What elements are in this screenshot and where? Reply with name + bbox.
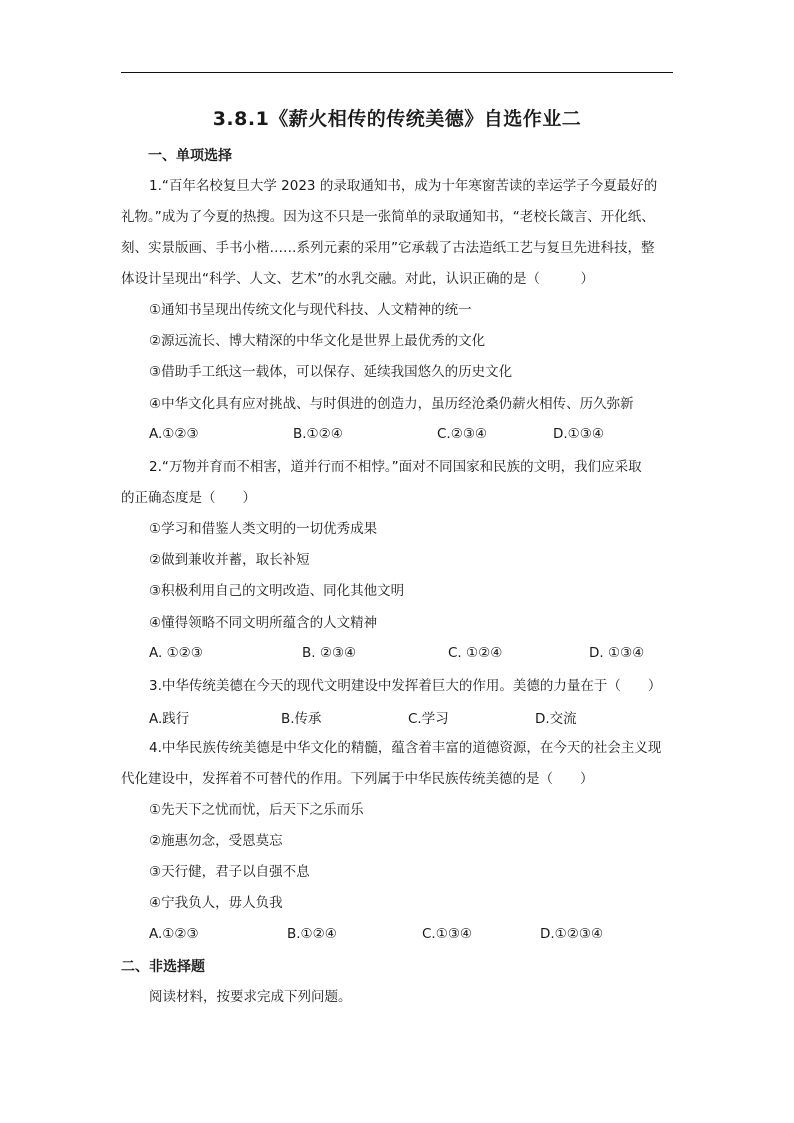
- q1-option-c[interactable]: C.②③④: [437, 426, 488, 442]
- q1-option-b[interactable]: B.①②④: [293, 426, 343, 442]
- q2-option-d[interactable]: D. ①③④: [589, 645, 645, 661]
- header-rule: [121, 72, 673, 73]
- q1-item-4: ④中华文化具有应对挑战、与时俱进的创造力，虽历经沧桑仍薪火相传、历久弥新: [149, 396, 634, 412]
- q1-line-4: 体设计呈现出“科学、人文、艺术”的水乳交融。对此，认识正确的是（ ）: [121, 271, 594, 287]
- q3-option-a[interactable]: A.践行: [149, 711, 190, 727]
- q3-option-d[interactable]: D.交流: [535, 711, 577, 727]
- q1-item-3: ③借助手工纸这一载体，可以保存、延续我国悠久的历史文化: [149, 364, 513, 380]
- q1-line-1: 1.“百年名校复旦大学 2023 的录取通知书，成为十年寒窗苦读的幸运学子今夏最好的: [149, 178, 658, 194]
- q1-option-a[interactable]: A.①②③: [149, 426, 199, 442]
- reading-instruction: 阅读材料，按要求完成下列问题。: [149, 989, 352, 1005]
- q2-item-1: ①学习和借鉴人类文明的一切优秀成果: [149, 521, 378, 537]
- q2-option-a[interactable]: A. ①②③: [149, 645, 203, 661]
- q4-option-d[interactable]: D.①②③④: [540, 926, 604, 942]
- q4-item-3: ③天行健，君子以自强不息: [149, 864, 310, 880]
- q2-line-1: 2.“万物并育而不相害，道并行而不相悖。”面对不同国家和民族的文明，我们应采取: [149, 459, 642, 475]
- q4-item-2: ②施惠勿念，受恩莫忘: [149, 833, 283, 849]
- q2-item-3: ③积极利用自己的文明改造、同化其他文明: [149, 583, 405, 599]
- q3-option-b[interactable]: B.传承: [281, 711, 322, 727]
- q2-option-b[interactable]: B. ②③④: [302, 645, 357, 661]
- q1-option-d[interactable]: D.①③④: [553, 426, 604, 442]
- q1-item-2: ②源远流长、博大精深的中华文化是世界上最优秀的文化: [149, 333, 486, 349]
- q1-line-2: 礼物。”成为了今夏的热搜。因为这不只是一张简单的录取通知书，“老校长箴言、开化纸、: [121, 209, 655, 225]
- section-heading-single-choice: 一、单项选择: [148, 148, 232, 164]
- q4-line-2: 代化建设中，发挥着不可替代的作用。下列属于中华民族传统美德的是（ ）: [121, 771, 594, 787]
- q4-option-b[interactable]: B.①②④: [287, 926, 337, 942]
- q3-option-c[interactable]: C.学习: [408, 711, 449, 727]
- q2-item-2: ②做到兼收并蓄，取长补短: [149, 552, 310, 568]
- q4-line-1: 4.中华民族传统美德是中华文化的精髓，蕴含着丰富的道德资源，在今天的社会主义现: [149, 740, 662, 756]
- q2-item-4: ④懂得领略不同文明所蕴含的人文精神: [149, 615, 378, 631]
- q4-option-a[interactable]: A.①②③: [149, 926, 199, 942]
- q3-line-1: 3.中华传统美德在今天的现代文明建设中发挥着巨大的作用。美德的力量在于（ ）: [149, 678, 662, 694]
- section-heading-non-choice: 二、非选择题: [121, 959, 205, 975]
- q4-option-c[interactable]: C.①③④: [422, 926, 473, 942]
- q4-item-1: ①先天下之忧而忧，后天下之乐而乐: [149, 802, 364, 818]
- q1-line-3: 刻、实景版画、手书小楷……系列元素的采用”它承载了古法造纸工艺与复旦先进科技，整: [121, 240, 655, 256]
- q2-option-c[interactable]: C. ①②④: [448, 645, 503, 661]
- page-title: 3.8.1《薪火相传的传统美德》自选作业二: [212, 108, 582, 130]
- q4-item-4: ④宁我负人，毋人负我: [149, 895, 283, 911]
- q1-item-1: ①通知书呈现出传统文化与现代科技、人文精神的统一: [149, 302, 472, 318]
- q2-line-2: 的正确态度是（ ）: [121, 490, 256, 506]
